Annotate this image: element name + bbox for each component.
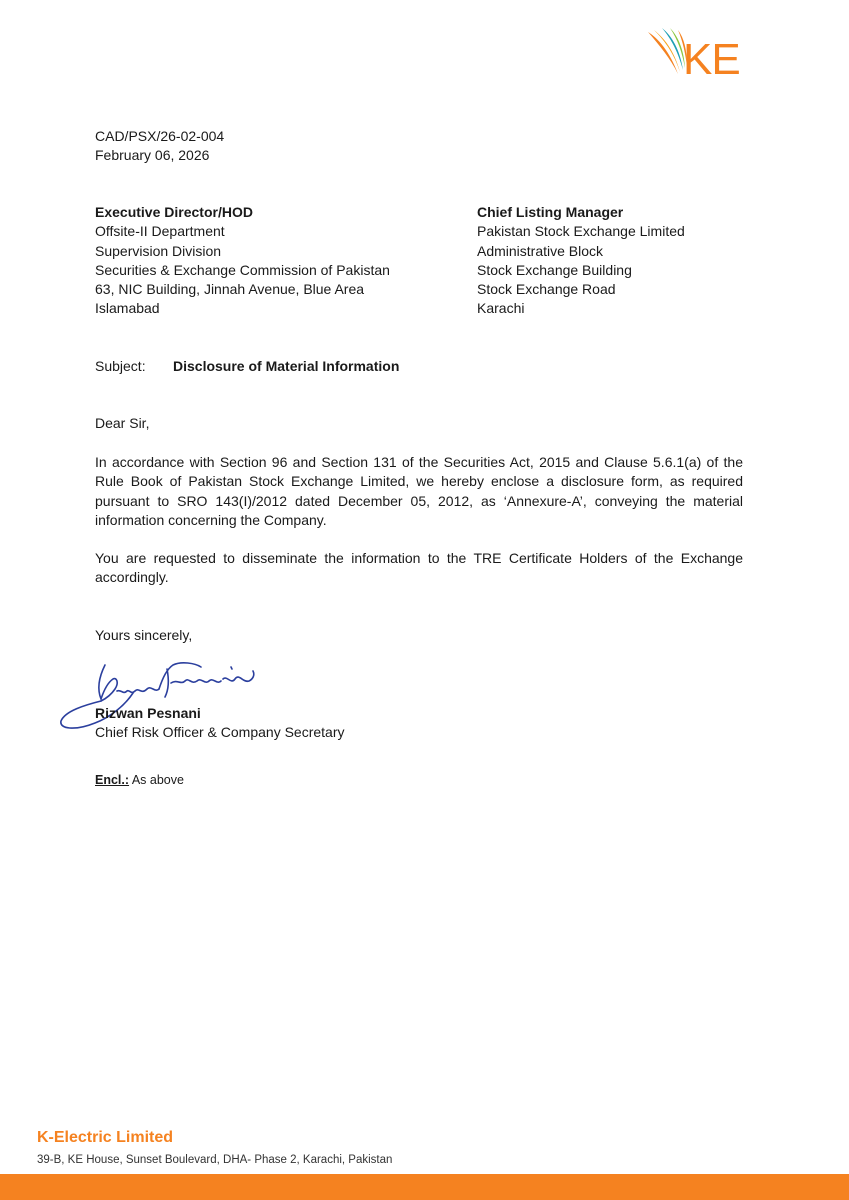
address-line: Islamabad [95, 300, 160, 317]
address-line: Supervision Division [95, 242, 222, 259]
body-paragraph-1: In accordance with Section 96 and Section 131 of the Securities Act, 2015 and Clause 5.6.1(a) of the Rule Book of Pakistan Stock Exchange Limited, we hereby enclose a disclosure form, as required pursuant to SRO 143(I)/2012 dated December 05, 2012, as ‘Annexure-A’, conveying the material information concerning the Company. [95, 454, 743, 528]
closing: Yours sincerely, [95, 627, 193, 643]
address-line: Pakistan Stock Exchange Limited [477, 223, 685, 240]
enclosure-text: As above [131, 773, 184, 787]
recipient-secp [95, 203, 390, 319]
subject-title: Disclosure of Material Information [173, 358, 400, 374]
footer-company-name: K-Electric Limited [37, 1129, 174, 1146]
body-paragraph-2: You are requested to disseminate the information to the TRE Certificate Holders of the Exchange accordingly. [95, 550, 743, 586]
footer-bar [0, 1174, 849, 1200]
address-line: Offsite-II Department [95, 223, 225, 240]
reference-number: CAD/PSX/26-02-004 [95, 128, 225, 144]
reference-block [95, 127, 224, 166]
subject-line [95, 357, 399, 376]
address-line: Stock Exchange Building [477, 261, 632, 278]
footer-company-address: 39-B, KE House, Sunset Boulevard, DHA- Phase 2, Karachi, Pakistan [37, 1154, 393, 1166]
address-line: Administrative Block [477, 242, 604, 259]
recipient-psx [477, 203, 685, 319]
subject-label: Subject: [95, 358, 146, 374]
address-line: Karachi [477, 300, 525, 317]
salutation: Dear Sir, [95, 415, 150, 431]
letter-date: February 06, 2026 [95, 147, 210, 164]
signer-name: Rizwan Pesnani [95, 705, 201, 721]
recipient-title: Executive Director/HOD [95, 204, 253, 220]
address-line: Stock Exchange Road [477, 281, 616, 298]
enclosure-label: Encl.: [95, 773, 130, 787]
signer-block [95, 704, 345, 743]
signer-designation: Chief Risk Officer & Company Secretary [95, 724, 345, 741]
address-line: 63, NIC Building, Jinnah Avenue, Blue Area [95, 281, 365, 298]
recipient-title: Chief Listing Manager [477, 204, 624, 220]
enclosure-note [95, 771, 184, 790]
logo-text: KE [683, 35, 740, 84]
address-line: Securities & Exchange Commission of Pakistan [95, 261, 390, 278]
